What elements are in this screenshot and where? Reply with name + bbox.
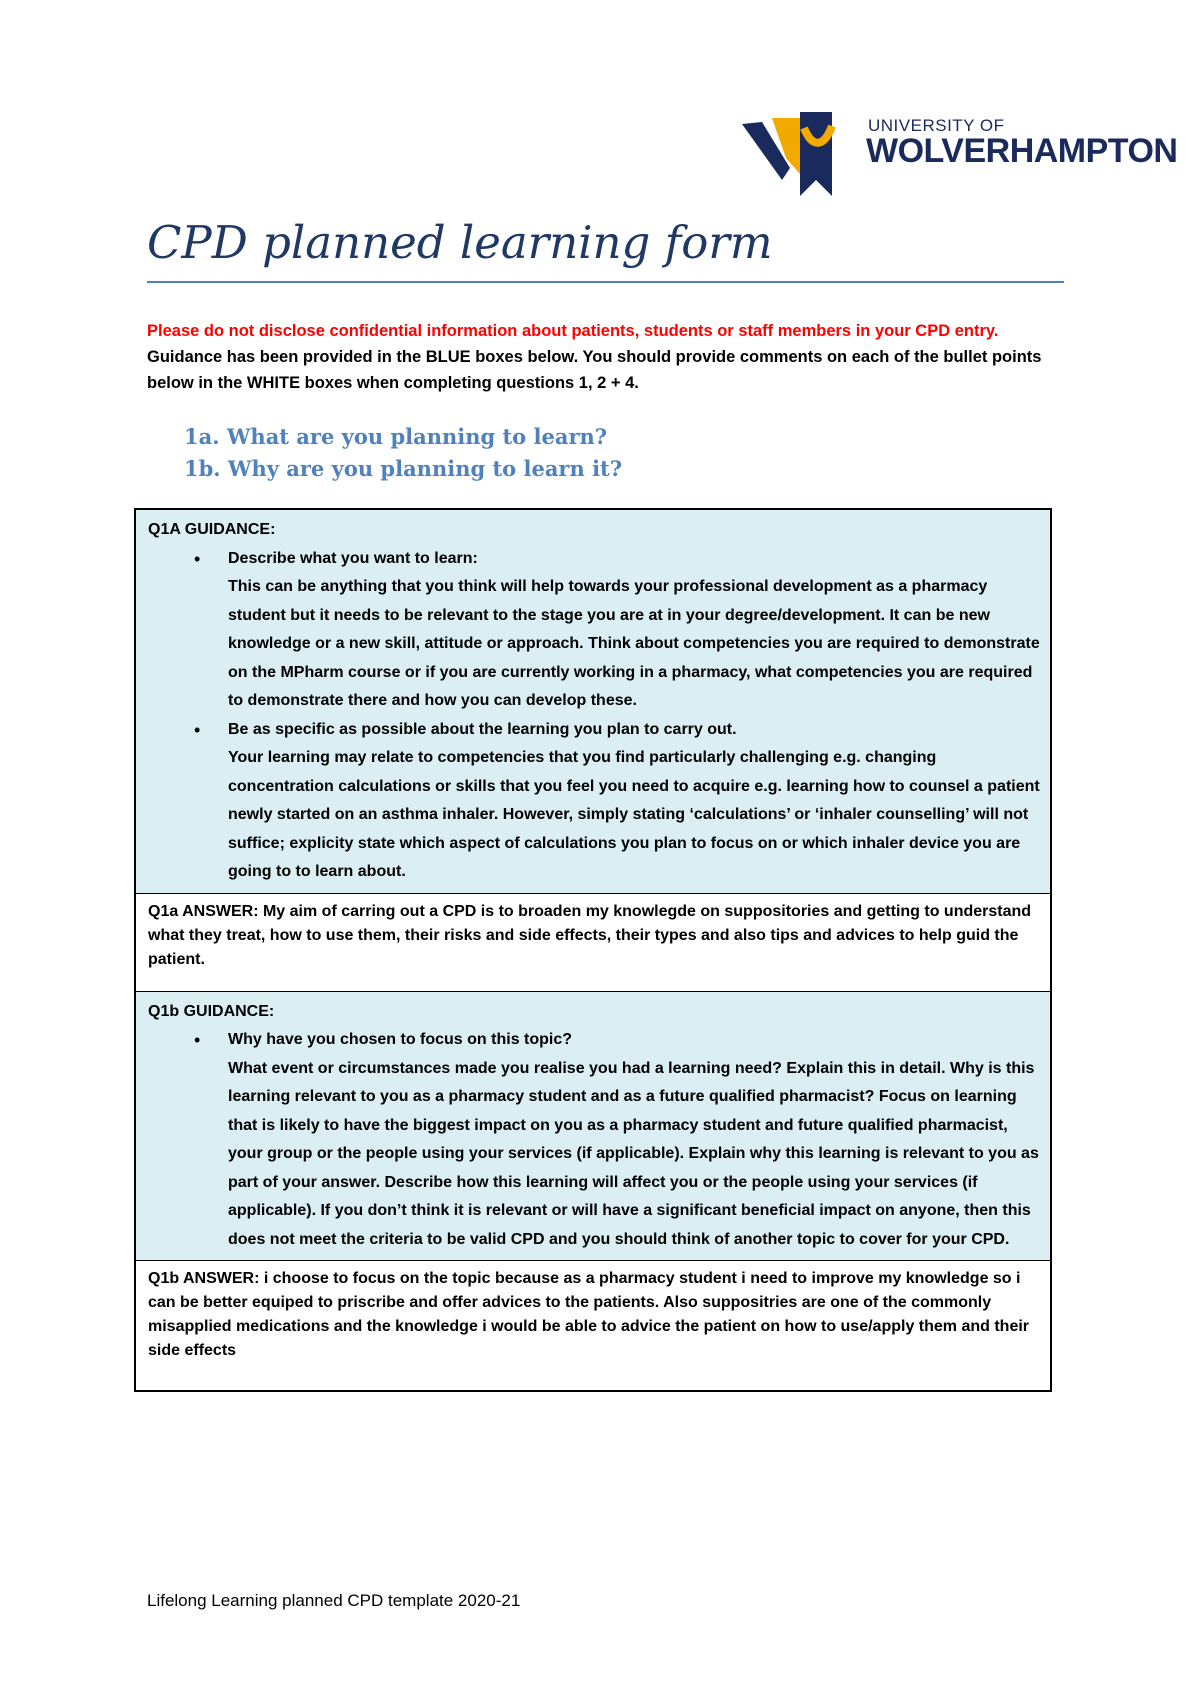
guidance-bullet-head: • Why have you chosen to focus on this topic? (228, 1031, 573, 1048)
q1a-guidance-label: Q1A GUIDANCE: (148, 521, 276, 538)
title-divider (147, 281, 1064, 283)
heading-q1b: 1b. Why are you planning to learn it? (184, 456, 623, 481)
q1a-guidance-list (148, 545, 1040, 887)
q1b-guidance-list (148, 1026, 1040, 1254)
page-title: CPD planned learning form (147, 216, 773, 269)
university-logo (742, 108, 1178, 196)
guidance-bullet-body: Your learning may relate to competencies that you find particularly challenging e.g. changing concentration calculations or skills that you feel you need to acquire e.g. learning how to counsel a patient newly started on an asthma inhaler. However, simply stating ‘calculations’ or ‘inhaler counselling’ will not suffice; explicity state which aspect of calculations you plan to focus on or which inhaler device you are going to to learn about. (228, 749, 1040, 880)
q1-form-table (134, 508, 1052, 1392)
guidance-bullet-body: What event or circumstances made you realise you had a learning need? Explain this in detail. Why is this learning relevant to you as a pharmacy student and as a future qualified pharmacist? Focus on learning that is likely to have the biggest impact on you as a pharmacy student and future qualified pharmacist, your group or the people using your services (if applicable). Explain why this learning is relevant to you as part of your answer. Describe how this learning will affect you or the people using your services (if applicable). If you don’t think it is relevant or will have a significant beneficial impact on anyone, then this does not meet the criteria to be valid CPD and you should think of another topic to cover for your CPD. (228, 1059, 1039, 1248)
q1a-answer-box[interactable]: Q1a ANSWER: My aim of carring out a CPD is to broaden my knowlegde on suppositories and getting to understand what they treat, how to use them, their risks and side effects, their types and also tips and advices to help guid the patient. (136, 893, 1050, 991)
guidance-bullet-head: • Describe what you want to learn: (228, 549, 478, 567)
guidance-bullet (148, 1026, 1040, 1254)
page-footer: Lifelong Learning planned CPD template 2020-21 (147, 1591, 521, 1610)
q1b-guidance-box (136, 991, 1050, 1261)
wolverhampton-emblem-icon (742, 108, 860, 196)
intro-text (147, 318, 1067, 396)
q1b-guidance-label: Q1b GUIDANCE: (148, 1002, 275, 1020)
guidance-bullet-head: • Be as specific as possible about the learning you plan to carry out. (228, 720, 737, 738)
confidentiality-warning: Please do not disclose confidential information about patients, students or staff members in your CPD entry. (147, 322, 999, 340)
q1b-answer-box[interactable]: Q1b ANSWER: i choose to focus on the topic because as a pharmacy student i need to improve my knowledge so i can be better equiped to priscribe and offer advices to the patients. Also suppositries are one of the commonly misapplied medications and the knowledge i would be able to advice the patient on how to use/apply them and their side effects (136, 1260, 1050, 1390)
guidance-note: Guidance has been provided in the BLUE boxes below. You should provide comments on each of the bullet points below in the WHITE boxes when completing questions 1, 2 + 4. (147, 348, 1042, 392)
guidance-bullet (148, 716, 1040, 887)
q1a-guidance-box (136, 510, 1050, 893)
guidance-bullet (148, 545, 1040, 716)
guidance-bullet-body: This can be anything that you think will help towards your professional development as a pharmacy student but it needs to be relevant to the stage you are at in your degree/development. It can be new knowledge or a new skill, attitude or approach. Think about competencies you are required to demonstrate on the MPharm course or if you are currently working in a pharmacy, what competencies you are required to demonstrate there and how you can develop these. (228, 578, 1040, 709)
heading-q1a: 1a. What are you planning to learn? (184, 424, 608, 449)
logo-wolverhampton: WOLVERHAMPTON (866, 132, 1178, 170)
logo-university-of: UNIVERSITY OF (868, 116, 1005, 135)
